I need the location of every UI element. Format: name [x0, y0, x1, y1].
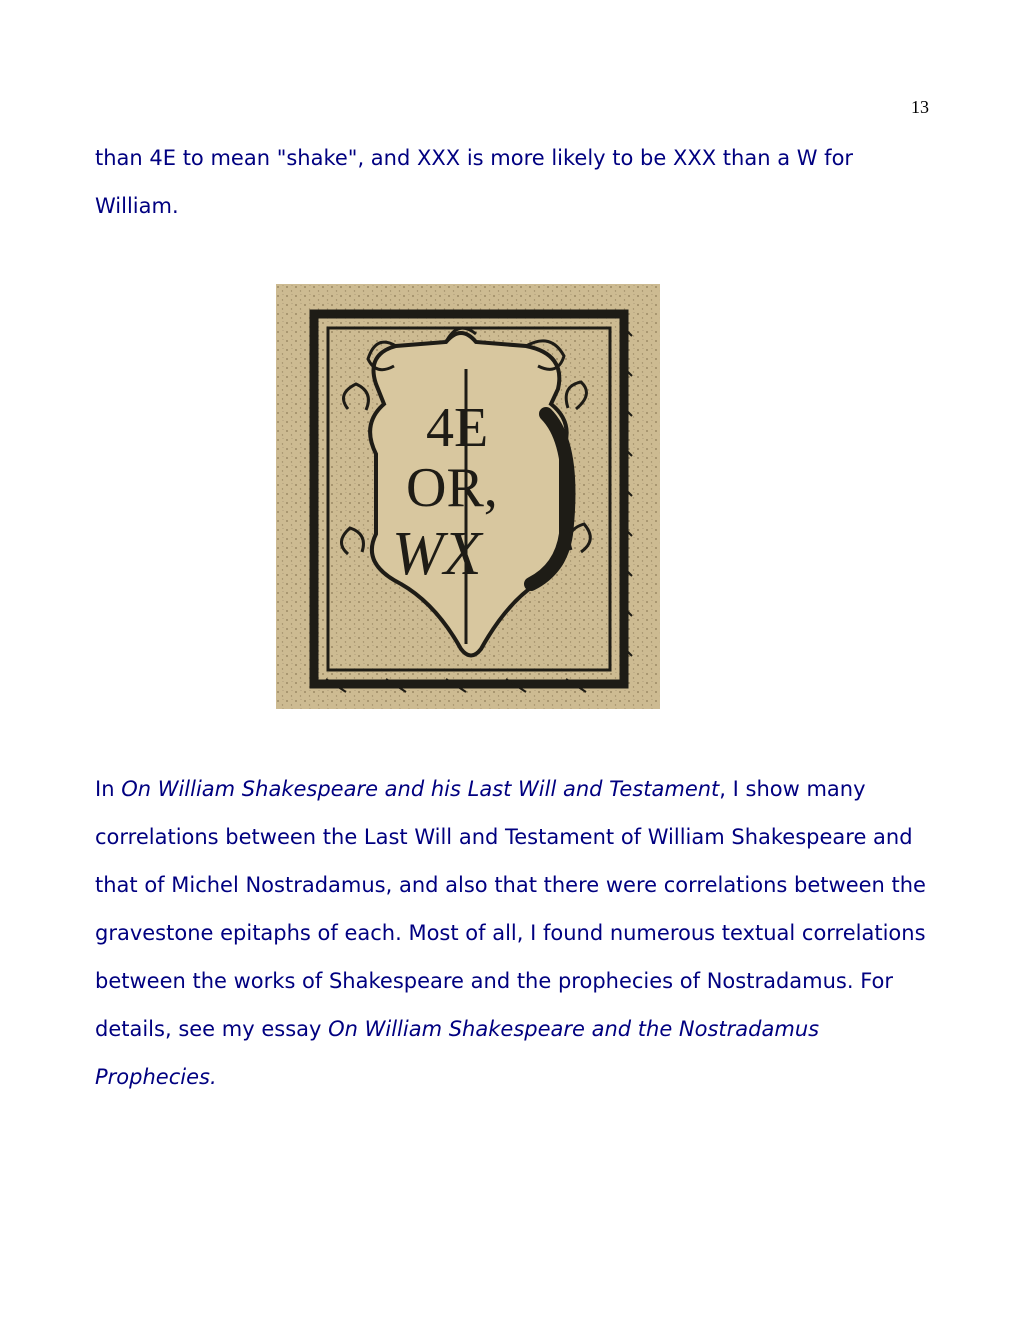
paragraph-line: William. — [95, 194, 179, 218]
monogram-engraving — [276, 284, 660, 709]
book-title-last-will: On William Shakespeare and his Last Will and Testament — [121, 777, 720, 801]
monogram-line-3: WX — [392, 520, 482, 588]
paragraph-continuation — [95, 134, 935, 230]
monogram-line-1: 4E — [426, 397, 489, 459]
page-number: 13 — [911, 97, 929, 117]
engraved-monogram-image — [276, 284, 660, 709]
monogram-line-2: OR, — [406, 457, 498, 519]
paragraph-line: than 4E to mean "shake", and XXX is more likely to be XXX than a W for — [95, 146, 854, 170]
book-title-prophecies: On William Shakespeare and the Nostradamus Prophecies. — [95, 1017, 820, 1089]
paragraph-intro: In — [95, 777, 122, 801]
paragraph-main — [95, 765, 935, 1101]
paragraph-body: , I show many correlations between the Last Will and Testament of William Shakespeare and that of Michel Nostradamus, and also that there were correlations between the gravestone epitaphs of each. Most of all, I found numerous textual correlations between the works of Shakespeare and the prophecies of Nostradamus. For details, see my essay — [95, 777, 926, 1041]
